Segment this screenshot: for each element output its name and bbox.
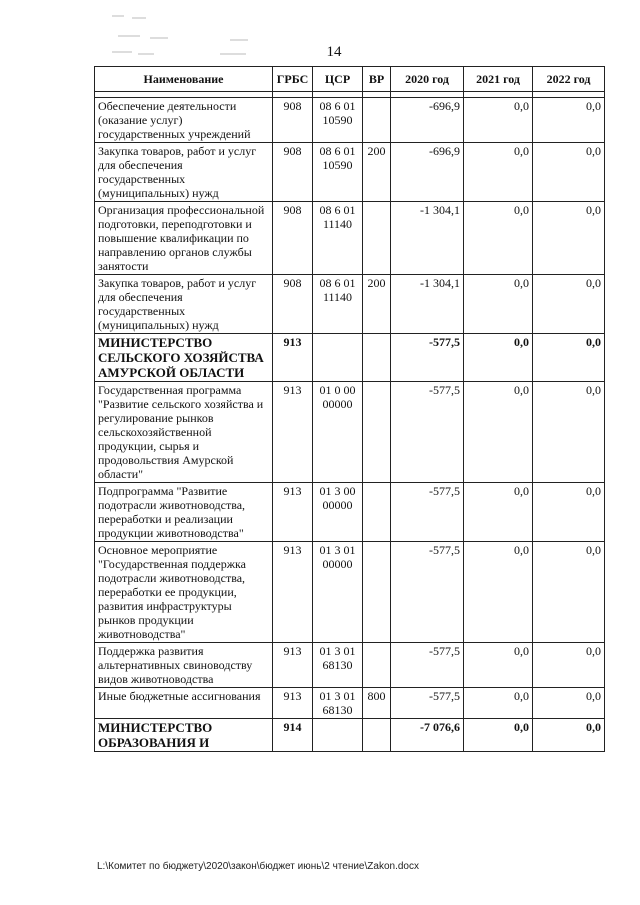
cell-2021: 0,0: [464, 98, 533, 143]
cell-2020: -696,9: [391, 98, 464, 143]
cell-2022: 0,0: [533, 202, 605, 275]
cell-2022: 0,0: [533, 483, 605, 542]
cell-grbs: 913: [273, 334, 313, 382]
cell-vr: [363, 643, 391, 688]
cell-name: Обеспечение деятельности (оказание услуг) государственных учреждений: [95, 98, 273, 143]
cell-2022: 0,0: [533, 334, 605, 382]
table-row: [95, 688, 605, 719]
table-row-ministry: [95, 719, 605, 752]
cell-2020: -696,9: [391, 143, 464, 202]
cell-csr: 08 6 01 10590: [313, 143, 363, 202]
cell-grbs: 914: [273, 719, 313, 752]
table-row: [95, 275, 605, 334]
cell-2021: 0,0: [464, 719, 533, 752]
cell-2020: -577,5: [391, 483, 464, 542]
table-row: [95, 202, 605, 275]
scan-artifact: [110, 10, 250, 70]
cell-grbs: 913: [273, 382, 313, 483]
cell-grbs: 908: [273, 143, 313, 202]
cell-csr: [313, 334, 363, 382]
table-row: [95, 98, 605, 143]
cell-vr: 800: [363, 688, 391, 719]
cell-2020: -577,5: [391, 334, 464, 382]
cell-name: Закупка товаров, работ и услуг для обеспечения государственных (муниципальных) нужд: [95, 275, 273, 334]
cell-grbs: 908: [273, 275, 313, 334]
table-header-row: [95, 67, 605, 92]
cell-csr: 01 3 01 68130: [313, 688, 363, 719]
cell-csr: 08 6 01 10590: [313, 98, 363, 143]
cell-2022: 0,0: [533, 688, 605, 719]
cell-2022: 0,0: [533, 719, 605, 752]
header-2020: 2020 год: [391, 67, 464, 92]
cell-grbs: 913: [273, 483, 313, 542]
cell-name: Основное мероприятие "Государственная поддержка подотрасли животноводства, переработки ее продукции, развития инфраструктуры рынков продукции животноводства": [95, 542, 273, 643]
cell-grbs: 913: [273, 542, 313, 643]
cell-2020: -577,5: [391, 643, 464, 688]
cell-csr: 01 3 01 68130: [313, 643, 363, 688]
header-2021: 2021 год: [464, 67, 533, 92]
cell-vr: [363, 98, 391, 143]
cell-2021: 0,0: [464, 382, 533, 483]
cell-grbs: 913: [273, 643, 313, 688]
cell-name: МИНИСТЕРСТВО ОБРАЗОВАНИЯ И: [95, 719, 273, 752]
table-row-ministry: [95, 334, 605, 382]
cell-name: Закупка товаров, работ и услуг для обеспечения государственных (муниципальных) нужд: [95, 143, 273, 202]
cell-2020: -577,5: [391, 382, 464, 483]
cell-2021: 0,0: [464, 275, 533, 334]
cell-vr: [363, 483, 391, 542]
header-csr: ЦСР: [313, 67, 363, 92]
cell-vr: 200: [363, 275, 391, 334]
cell-csr: 08 6 01 11140: [313, 202, 363, 275]
cell-name: МИНИСТЕРСТВО СЕЛЬСКОГО ХОЗЯЙСТВА АМУРСКОЙ ОБЛАСТИ: [95, 334, 273, 382]
cell-2020: -577,5: [391, 542, 464, 643]
cell-grbs: 913: [273, 688, 313, 719]
cell-2022: 0,0: [533, 542, 605, 643]
cell-vr: [363, 382, 391, 483]
cell-name: Подпрограмма "Развитие подотрасли животноводства, переработки и реализации продукции животноводства": [95, 483, 273, 542]
cell-csr: 01 3 00 00000: [313, 483, 363, 542]
cell-2020: -1 304,1: [391, 275, 464, 334]
cell-grbs: 908: [273, 202, 313, 275]
page-number: 14: [326, 44, 342, 60]
cell-2021: 0,0: [464, 483, 533, 542]
cell-vr: 200: [363, 143, 391, 202]
cell-2020: -1 304,1: [391, 202, 464, 275]
footer-file-path: L:\Комитет по бюджету\2020\закон\бюджет июнь\2 чтение\Zakon.docx: [97, 861, 419, 872]
table-row: [95, 382, 605, 483]
cell-2021: 0,0: [464, 688, 533, 719]
cell-name: Государственная программа "Развитие сельского хозяйства и регулирование рынков сельскохозяйственной продукции, сырья и продовольствия Амурской области": [95, 382, 273, 483]
cell-csr: 01 3 01 00000: [313, 542, 363, 643]
cell-vr: [363, 719, 391, 752]
cell-2022: 0,0: [533, 382, 605, 483]
cell-2021: 0,0: [464, 542, 533, 643]
table-row: [95, 643, 605, 688]
header-name: Наименование: [95, 67, 273, 92]
cell-csr: 01 0 00 00000: [313, 382, 363, 483]
cell-csr: [313, 719, 363, 752]
cell-name: Иные бюджетные ассигнования: [95, 688, 273, 719]
cell-csr: 08 6 01 11140: [313, 275, 363, 334]
cell-vr: [363, 542, 391, 643]
cell-vr: [363, 202, 391, 275]
header-grbs: ГРБС: [273, 67, 313, 92]
cell-2020: -577,5: [391, 688, 464, 719]
header-vr: ВР: [363, 67, 391, 92]
cell-2021: 0,0: [464, 143, 533, 202]
header-2022: 2022 год: [533, 67, 605, 92]
cell-vr: [363, 334, 391, 382]
cell-name: Организация профессиональной подготовки, переподготовки и повышение квалификации по направлению органов службы занятости: [95, 202, 273, 275]
cell-2021: 0,0: [464, 334, 533, 382]
cell-2022: 0,0: [533, 643, 605, 688]
cell-2022: 0,0: [533, 275, 605, 334]
cell-2022: 0,0: [533, 98, 605, 143]
table-row: [95, 542, 605, 643]
cell-2021: 0,0: [464, 202, 533, 275]
budget-table: [94, 66, 605, 752]
table-row: [95, 143, 605, 202]
cell-2020: -7 076,6: [391, 719, 464, 752]
cell-name: Поддержка развития альтернативных свиноводству видов животноводства: [95, 643, 273, 688]
table-row: [95, 483, 605, 542]
cell-2021: 0,0: [464, 643, 533, 688]
cell-grbs: 908: [273, 98, 313, 143]
cell-2022: 0,0: [533, 143, 605, 202]
